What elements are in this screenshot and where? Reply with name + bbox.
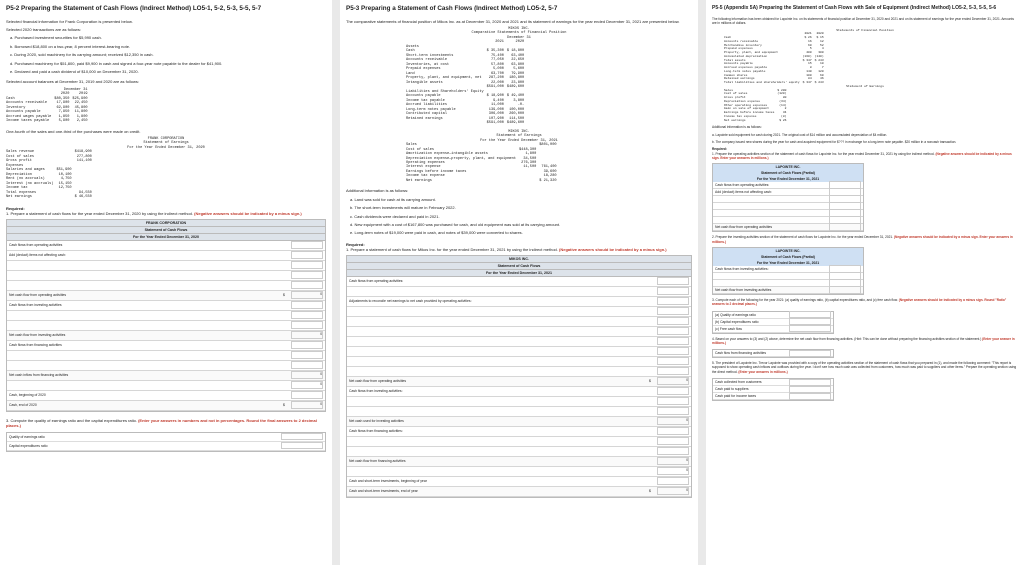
table-row: Amortization expense—intangible assets 1,800 [406,152,537,157]
intro-text: Selected financial information for Frank Corporation is presented below. [6,18,133,24]
amount-input[interactable] [789,379,831,386]
form-row [347,317,691,327]
required-1-instruction: (Negative answers should be indicated by a minus sign.) [194,210,302,216]
form-row [347,407,691,417]
table-row: Expenses [6,163,24,168]
form-row: Net cash flow from investing activities [713,287,863,294]
table-header: 2020 [515,40,525,45]
table-row: Income taxes payable 5,900 2,450 [6,119,88,124]
table-row: Accrued liabilities 11,000 -0- [406,103,525,108]
form-row [347,327,691,337]
form-title: Statement of Cash Flows [347,263,691,270]
amount-input[interactable] [829,223,861,231]
amount-input[interactable] [291,351,323,359]
amount-input[interactable] [657,437,689,445]
document-page-p5-3 [340,0,698,565]
table-row: Retained earnings 107,900 114,500 [406,116,525,121]
table-row: Sales $ 200 [724,88,787,92]
amount-input[interactable] [657,407,689,415]
required-4-section [712,337,1018,346]
form-period: For the Year Ended December 31, 2021 [713,176,863,182]
form-row [7,251,325,261]
form-row [7,281,325,291]
required-3-instruction: (Enter your answers in numbers and not in percentages. Round the final answers to 2 decimal places.) [6,417,317,428]
table-row: Short-term investments 75,400 63,400 [406,53,525,58]
table-row: Depreciation expense (34) [724,99,787,103]
table-row: Assets [406,44,419,49]
bs-company: MIKOS INC. [508,26,530,31]
form-row: Net cash used for investing activities 0 [347,417,691,427]
list-item: e. Declared and paid a cash dividend of $10,000 on December 31, 2020. [10,68,139,74]
operating-form [712,163,864,232]
amount-input[interactable] [657,427,689,435]
table-row: Accounts receivable 16 12 [724,39,824,43]
ratio-input[interactable] [789,318,831,325]
table-row: $591,000 $489,600 [486,121,525,126]
amount-input[interactable] [291,391,323,399]
form-title: Statement of Cash Flows [7,227,325,234]
required-3-section [712,298,1018,307]
form-company: MIKOS INC. [347,256,691,263]
is-title: Statement of Earnings [143,141,189,146]
required-5-instruction: (Enter your answers in millions.) [738,369,788,374]
form-row [7,261,325,271]
required-1-instruction: (Negative answers should be indicated by a minus sign.) [559,246,667,252]
amount-input[interactable] [291,261,323,269]
list-item: c. During 2020, sold machinery for its carrying amount; received $12,350 in cash. [10,52,154,58]
amount-input[interactable] [657,447,689,455]
form-row [347,347,691,357]
answer-input[interactable]: Cash flows from operating activities [9,243,63,248]
amount-input[interactable] [291,361,323,369]
investing-form [712,247,864,295]
form-row: Net cash flow from operating activities [713,224,863,231]
form-row [347,367,691,377]
amount-input[interactable]: 0 [291,291,323,299]
amount-input[interactable] [657,277,689,285]
amount-input[interactable] [789,386,831,393]
form-row [347,447,691,457]
table-row: Contributed capital 306,000 260,000 [406,112,525,117]
required-4-instruction: (Enter your answer in millions.) [712,336,1015,345]
form-row [347,287,691,297]
table-row: Cost of sales 277,800 [6,154,92,159]
table-row: Cash $ 35,300 $ 18,800 [406,49,525,54]
is-title: Statement of Earnings [496,134,542,139]
form-row: Net cash inflow from financing activities 0 [7,371,325,381]
is-company: FRANK CORPORATION [147,136,185,141]
table-row: Gross profit 141,100 [6,159,92,164]
table-row: Property, plant, and equipment, net 287,200 180,800 [406,76,525,81]
intro-text: The following information has been obtained for Lapointe Inc. on its statements of financial position at December 31, 2020 and 2021 and on its statement of earnings for the year ended December 31, 2021. Amounts are in millions of dollars. [712,17,1014,26]
earnings-table [406,143,560,183]
financing-form [712,349,834,358]
balance-sheet-table [406,40,527,125]
table-row: Net earnings $ 46,550 [6,195,92,200]
required-section [346,242,692,252]
table-row: Accumulated depreciation (160) (140) [724,54,824,58]
se-title: Statement of Earnings [846,84,884,88]
table-row: Merchandise inventory 60 52 [724,43,824,47]
required-label: Required: [712,147,727,152]
form-period: For the Year Ended December 31, 2020 [7,234,325,241]
form-row [7,241,325,251]
table-header: 2021 [804,32,812,36]
form-company: LAPOINTE INC. [713,164,863,170]
table-header: 2019 [78,92,88,97]
required-3-instruction: (Negative answers should be indicated by a minus sign. Round "Ratio" answers to 2 decimal places.) [712,297,1007,307]
amount-input[interactable]: 0 [291,381,323,389]
ratio-row: Cash collected from customers [713,379,833,386]
form-row [7,301,325,311]
form-row [347,307,691,317]
required-label: Required: [6,205,25,211]
amount-input[interactable] [657,347,689,355]
cash-flow-form [346,255,692,498]
table-row: Income tax 12,750 [6,186,72,191]
table-row: Accounts payable $ 18,900 $ 49,400 [406,94,525,99]
form-row: Add (deduct) items not affecting cash: [713,189,863,196]
form-row [347,397,691,407]
table-row: Net earnings $ 21,320 [406,178,557,183]
amount-input[interactable] [657,287,689,295]
ratio-form [6,432,326,452]
required-2-section [712,235,1018,244]
list-item: b. The company issued new shares during the year for cash and acquired equipment for $??? in exchange for a long-term note payable. $20 million in a noncash transaction. [712,140,957,144]
table-row: Interest expense 11,500 761,400 [406,165,557,170]
form-row: Cash and short-term investments, end of year $ 0 [347,487,691,497]
additional-intro: Additional information is as follows: [346,188,409,194]
sfp-table [724,32,827,85]
table-header: 2020 [60,92,70,97]
table-row: Salaries and wages $51,900 [6,168,72,173]
amount-input[interactable] [657,307,689,315]
amount-input[interactable] [291,241,323,249]
amount-input[interactable] [657,367,689,375]
table-row: Cost of sales (120) [724,92,787,96]
form-period: For the Year Ended December 31, 2021 [713,260,863,266]
amount-input[interactable] [789,350,831,357]
form-row [7,271,325,281]
form-row [7,351,325,361]
form-row [347,357,691,367]
amount-input[interactable]: 0 [291,331,323,339]
amount-input[interactable]: 0 [657,417,689,425]
list-item: b. Borrowed $18,800 on a two-year, 8 percent interest-bearing note. [10,43,131,49]
table-row: Interest (no accruals) 15,150 [6,181,72,186]
table-row: Cost of sales $448,300 [406,147,537,152]
transactions-list [10,35,326,74]
amount-input[interactable] [291,271,323,279]
form-title: Statement of Cash Flows (Partial) [713,170,863,176]
form-row [347,467,691,477]
table-row: Cash $ 26 $ 15 [724,36,824,40]
table-row: Accounts receivable 77,050 22,650 [406,58,525,63]
required-label: Required: [346,241,365,247]
amount-input[interactable] [657,297,689,305]
form-row: Cash flows from investing activities: [713,266,863,273]
table-row: Prepaid expenses 5 4 [724,47,824,51]
amount-input[interactable] [291,341,323,349]
direct-method-form [712,378,834,401]
table-row: Long-term notes payable 140 120 [724,69,824,73]
balances-table [6,88,91,124]
amount-input[interactable]: 0 [657,467,689,475]
required-3-section [6,418,326,428]
table-row: Accounts payable 15 10 [724,62,824,66]
table-row: Inventory 62,900 45,800 [6,105,88,110]
required-5-text: 5. The president of Lapointe Inc. Trevor Lapointe was provided with a copy of the operating activities section of the statement of cash flows that you prepared in (1), and made the following comment: "This report is supposed to show operating cash inflows and outflows during the year. I don't see how much cash was collected from customers, how much was paid to suppliers and other items." Prepare the operating section using the direct method. [712,361,1017,374]
form-row: Net cash flow from operating activities $ 0 [347,377,691,387]
table-row: Inventories, at cost 57,800 63,800 [406,62,525,67]
amount-input[interactable] [657,357,689,365]
form-period: For the Year Ended December 31, 2021 [347,270,691,277]
form-row [7,311,325,321]
additional-intro: Additional information is as follows: [712,125,762,130]
table-row: Long-term notes payable 139,000 100,000 [406,107,525,112]
amount-input[interactable] [657,387,689,395]
required-1-text: 1. Prepare the operating activities section of the statement of cash flows for Lapointe Inc. for the year ended December 31, 2021 by using the indirect method. [712,151,935,156]
se-table [724,89,789,123]
transactions-intro: Selected 2020 transactions are as follows: [6,26,81,32]
form-row: Cash, end of 2020 $ 0 [7,401,325,411]
form-row: Cash flows from operating activities: [713,182,863,189]
ratio-row: Cash paid to suppliers [713,386,833,393]
table-row: Retained earnings 84 46 [724,77,824,81]
list-item: a. Land was sold for cash at its carrying amount. [350,196,436,202]
form-row [347,437,691,447]
amount-input[interactable]: 0 [657,377,689,385]
form-row: Net cash flow from investing activities 0 [7,331,325,341]
amount-input[interactable]: 0 [657,457,689,465]
table-row: Income tax payable 9,400 3,800 [406,98,525,103]
balances-intro: Selected account balances at December 31, 2019 and 2020 are as follows: [6,79,139,85]
table-row: Accrued wages payable 1,850 1,800 [6,114,88,119]
table-row: Income tax expense 18,280 [406,174,557,179]
required-section [6,206,326,216]
problem-title: P5-3 Preparing a Statement of Cash Flows (Indirect Method) LO5-2, 5-7 [346,5,558,12]
required-1-text: 1. Prepare a statement of cash flows for Mikos Inc. for the year ended December 31, 2021 by using the indirect method. [346,246,558,252]
table-row: Accounts receivable 17,900 22,450 [6,101,88,106]
ratio-form [712,311,834,334]
ratio-input[interactable] [281,442,323,449]
required-1-section [712,152,1018,161]
amount-input[interactable] [657,317,689,325]
table-row: Total liabilities and shareholders' equity $ 347 $ 243 [724,81,824,85]
additional-list [350,197,692,236]
list-item: d. New equipment with a cost of $167,800 was purchased for cash, and old equipment was sold at its carrying amount. [350,221,561,227]
form-company: LAPOINTE INC. [713,248,863,254]
required-4-text: 4. Based on your answers to (3) and (2) above, determine the net cash flow from financing activities. (Hint: This can be done without preparing the financing activities section of the statement.) [712,336,982,341]
form-row: Cash flows from operating activities: [347,277,691,287]
table-row: Net earnings $ 26 [724,118,787,122]
amount-input[interactable] [789,393,831,400]
table-row: Cash $80,350 $25,900 [6,96,88,101]
problem-title: P5-5 (Appendix 5A) Preparing the Statement of Cash Flows with Sale of Equipment (Indirect Method) LO5-2, 5-3, 5-5, 5-6 [712,5,997,11]
ratio-input[interactable] [789,311,831,318]
form-row [7,381,325,391]
bs-date: December 31 [507,35,531,40]
form-row: Net cash flow from operating activities $ 0 [7,291,325,301]
is-period: For the Year Ended December 31, 2020 [127,145,205,150]
is-company: MIKOS INC. [508,129,530,134]
is-period: For the Year Ended December 31, 2021 [480,138,558,143]
ratio-row: (c) Free cash flow [713,326,833,333]
list-item: c. Cash dividends were declared and paid in 2021. [350,213,440,219]
table-row: Depreciation 10,100 [6,172,72,177]
table-row: Liabilities and Shareholders' Equity [406,89,484,94]
table-row: Land 63,700 79,900 [406,71,525,76]
table-row: Accrued expenses payable 8 7 [724,66,824,70]
form-row [7,361,325,371]
list-item: a. Purchased investment securities for $5,990 cash. [10,35,102,41]
table-row: $591,000 $489,600 [486,85,525,90]
form-row: Cash flows from investing activities: [347,387,691,397]
list-item: d. Purchased machinery for $51,800, paid $9,900 in cash and signed a four-year note payable to the dealer for $41,900. [10,60,223,66]
amount-input[interactable]: 0 [291,371,323,379]
amount-input[interactable]: 0 [291,401,323,409]
credit-note: One-fourth of the sales and one-third of the purchases were made on credit. [6,128,141,134]
amount-input[interactable] [291,251,323,259]
required-3-text: 3. Compute the quality of earnings ratio and the capital expenditures ratio. [6,417,137,423]
amount-input[interactable] [657,397,689,405]
form-row: Adjustments to reconcile net earnings to net cash provided by operating activities: [347,297,691,307]
form-row [7,341,325,351]
amount-input[interactable]: 0 [657,487,689,495]
table-row: Total assets $ 347 $ 243 [724,58,824,62]
amount-input[interactable] [657,477,689,485]
amount-input[interactable] [291,281,323,289]
amount-input[interactable] [657,337,689,345]
form-row: Cash, beginning of 2020 [7,391,325,401]
cash-flow-form [6,219,326,412]
required-1-instruction: (Negative answers should be indicated by a minus sign. Enter your answers in millions.) [712,151,1012,160]
table-row: Other operating expenses (14) [724,103,787,107]
form-row: Cash flows from financing activities: [347,427,691,437]
answer-input[interactable]: Cash flows from financing activities [9,343,62,348]
intro-text: The comparative statements of financial position of Mikos Inc. as at December 31, 2020 and 2021 and its statement of earnings for the year ended December 31, 2021 are presented below. [346,18,680,24]
table-row: Property, plant, and equipment 400 300 [724,51,824,55]
required-1-text: 1. Prepare a statement of cash flows for the year ended December 31, 2020 by using the indirect method. [6,210,193,216]
ratio-row: Capital expenditures ratio [7,442,325,451]
problem-title: P5-2 Preparing the Statement of Cash Flows (Indirect Method) LO5-1, 5-2, 5-3, 5-5, 5-7 [6,5,262,12]
table-row: Common shares 100 60 [724,73,824,77]
table-header: 2020 [816,32,824,36]
earnings-table [6,150,95,199]
answer-input[interactable]: Add (deduct) items not affecting cash: [9,253,66,258]
table-row: Prepaid expenses 5,000 5,600 [406,67,525,72]
amount-input[interactable] [291,321,323,329]
table-row: Income tax expense (8) [724,114,787,118]
table-row: Gain on sale of equipment 2 [724,107,787,111]
required-2-text: 2. Prepare the investing activities section of the statement of cash flows for Lapointe Inc. for the year ended December 31, 2021. [712,235,894,240]
form-row [7,321,325,331]
table-row: Total expenses 94,550 [6,190,92,195]
table-row: Intangible assets 22,000 23,800 [406,80,525,85]
amount-input[interactable] [657,327,689,335]
required-2-instruction: (Negative answers should be indicated by a minus sign. Enter your answers in millions.) [712,235,1013,244]
table-row: Gross profit 80 [724,96,787,100]
required-5-section [712,361,1018,374]
ratio-row: Cash paid for income taxes [713,393,833,400]
form-title: Statement of Cash Flows (Partial) [713,254,863,260]
table-row: Sales revenue $418,900 [6,150,92,155]
table-row: Sales $801,000 [406,143,557,148]
form-row [347,337,691,347]
document-page-p5-2 [0,0,332,565]
table-row: Earnings before income taxes 34 [724,111,787,115]
ratio-row: Cash flow from financing activities [713,350,833,357]
required-3-text: 3. Compute each of the following for the year 2021: (a) quality of earnings ratio, (b) capital expenditures ratio, and (c) free cash flow. [712,297,898,302]
sfp-title: Statements of Financial Position [836,28,894,32]
answer-input[interactable]: Cash flows from investing activities [9,303,62,308]
table-row: Rent (no accruals) 4,750 [6,177,72,182]
list-item: a. Lapointe sold equipment for cash during 2021. The original cost of $14 million and accumulated depreciation of $4 million. [712,132,888,137]
bs-title: Comparative Statements of Financial Position [471,31,567,36]
ratio-row: (b) Capital expenditures ratio [713,319,833,326]
ratio-input[interactable] [789,325,831,332]
list-item: b. The short-term investments will mature in February 2022. [350,205,456,211]
table-header: 2021 [495,40,504,45]
table-row: Accounts payable 7,950 11,800 [6,110,88,115]
form-row: Cash and short-term investments, beginning of year [347,477,691,487]
form-row: Net cash flow from financing activities 0 [347,457,691,467]
amount-input[interactable] [829,286,861,294]
amount-input[interactable] [291,301,323,309]
ratio-input[interactable] [281,433,323,440]
list-item: e. Long-term notes of $19,000 were paid in cash, and notes of $39,000 were converted to shares. [350,230,523,236]
table-row: Depreciation expense—property, plant, and equipment 34,500 [406,156,537,161]
ratio-row: (a) Quality of earnings ratio [713,312,833,319]
ratio-row: Quality of earnings ratio [7,433,325,442]
table-row: Earnings before income taxes 39,600 [406,169,557,174]
form-company: FRANK CORPORATION [7,220,325,227]
amount-input[interactable] [291,311,323,319]
table-row: Operating expenses 276,300 [406,160,537,165]
table-header: December 31 [63,87,88,92]
document-page-p5-5 [706,0,1024,565]
